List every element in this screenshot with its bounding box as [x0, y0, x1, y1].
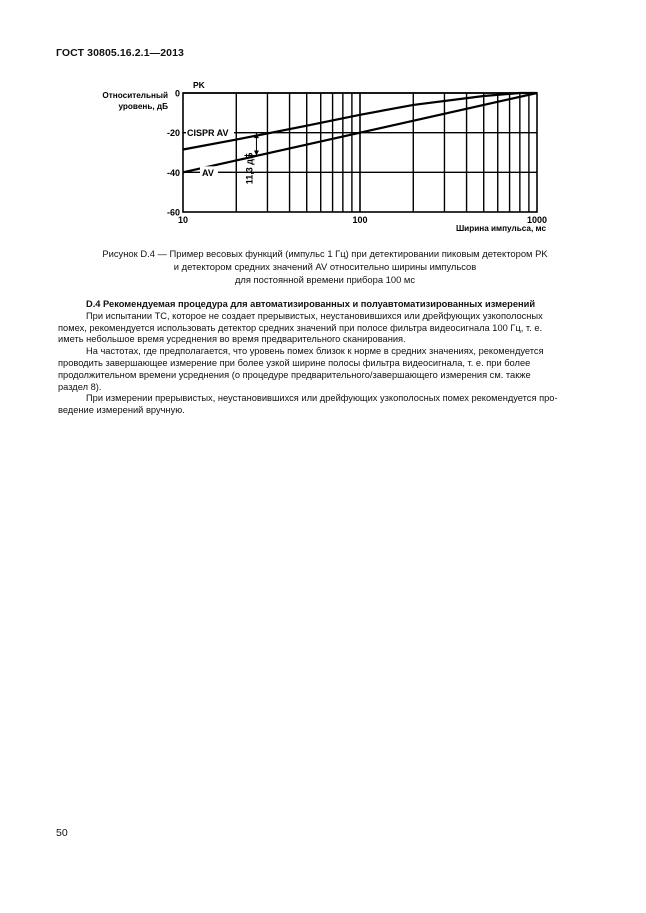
paragraph-3: [58, 393, 594, 417]
text-line: продолжительном времени усреднения (о процедуре предварительного/завершающего измерения см. также: [58, 369, 531, 380]
y-axis-label: Относительный: [102, 91, 168, 100]
x-tick-label: 1000: [526, 215, 548, 225]
paragraph-2: [58, 346, 594, 393]
y-tick-label: -20: [166, 128, 180, 139]
weighting-function-chart: [0, 0, 646, 245]
caption-line-3: для постоянной времени прибора 100 мс: [234, 274, 416, 285]
series-label-cispr-av: CISPR AV: [187, 128, 229, 139]
series-label-av: AV: [202, 167, 214, 178]
text-line: На частотах, где предполагается, что уровень помех близок к норме в средних значениях, рекомендуется: [86, 346, 544, 357]
y-tick-label: -40: [166, 167, 180, 178]
section-body: [58, 299, 594, 417]
text-line: При испытании ТС, которое не создает прерывистых, неустановившихся или дрейфующих узкополосных: [86, 310, 543, 321]
text-line: проводить завершающее измерение при более узкой ширине полосы фильтра видеосигнала, т. е. при более: [58, 357, 531, 368]
document-header: ГОСТ 30805.16.2.1—2013: [56, 47, 184, 59]
series-label-pk: PK: [193, 80, 205, 90]
text-line: помех, рекомендуется использовать детектор средних значений при полосе фильтра видеосигнала 100 Гц, т. е.: [58, 322, 543, 333]
y-axis-label: уровень, дБ: [118, 102, 168, 111]
text-line: иметь небольшое время усреднения во время предварительного сканирования.: [58, 334, 406, 345]
chart-grid: [183, 93, 537, 212]
caption-line-1: Рисунок D.4 — Пример весовых функций (импульс 1 Гц) при детектировании пиковым детектором PK: [102, 248, 548, 259]
y-tick-label: -60: [166, 207, 180, 218]
text-line: При измерении прерывистых, неустановившихся или дрейфующих узкополосных помех рекомендуется про-: [86, 393, 558, 404]
text-line: ведение измерений вручную.: [58, 405, 185, 416]
chart-ticks: [167, 89, 547, 226]
y-tick-label: 0: [174, 88, 180, 99]
text-line: раздел 8).: [58, 381, 102, 392]
annotation-label: 11,3 дБ: [244, 152, 255, 185]
paragraph-1: [58, 310, 594, 346]
x-axis-label: Ширина импульса, мс: [455, 224, 546, 233]
figure-caption: [70, 247, 580, 286]
section-title: D.4 Рекомендуемая процедура для автоматизированных и полуавтоматизированных измерений: [86, 299, 536, 309]
caption-line-2: и детектором средних значений AV относительно ширины импульсов: [173, 261, 477, 272]
page-number: 50: [56, 827, 68, 839]
x-tick-label: 10: [177, 215, 189, 225]
x-tick-label: 100: [352, 215, 368, 225]
